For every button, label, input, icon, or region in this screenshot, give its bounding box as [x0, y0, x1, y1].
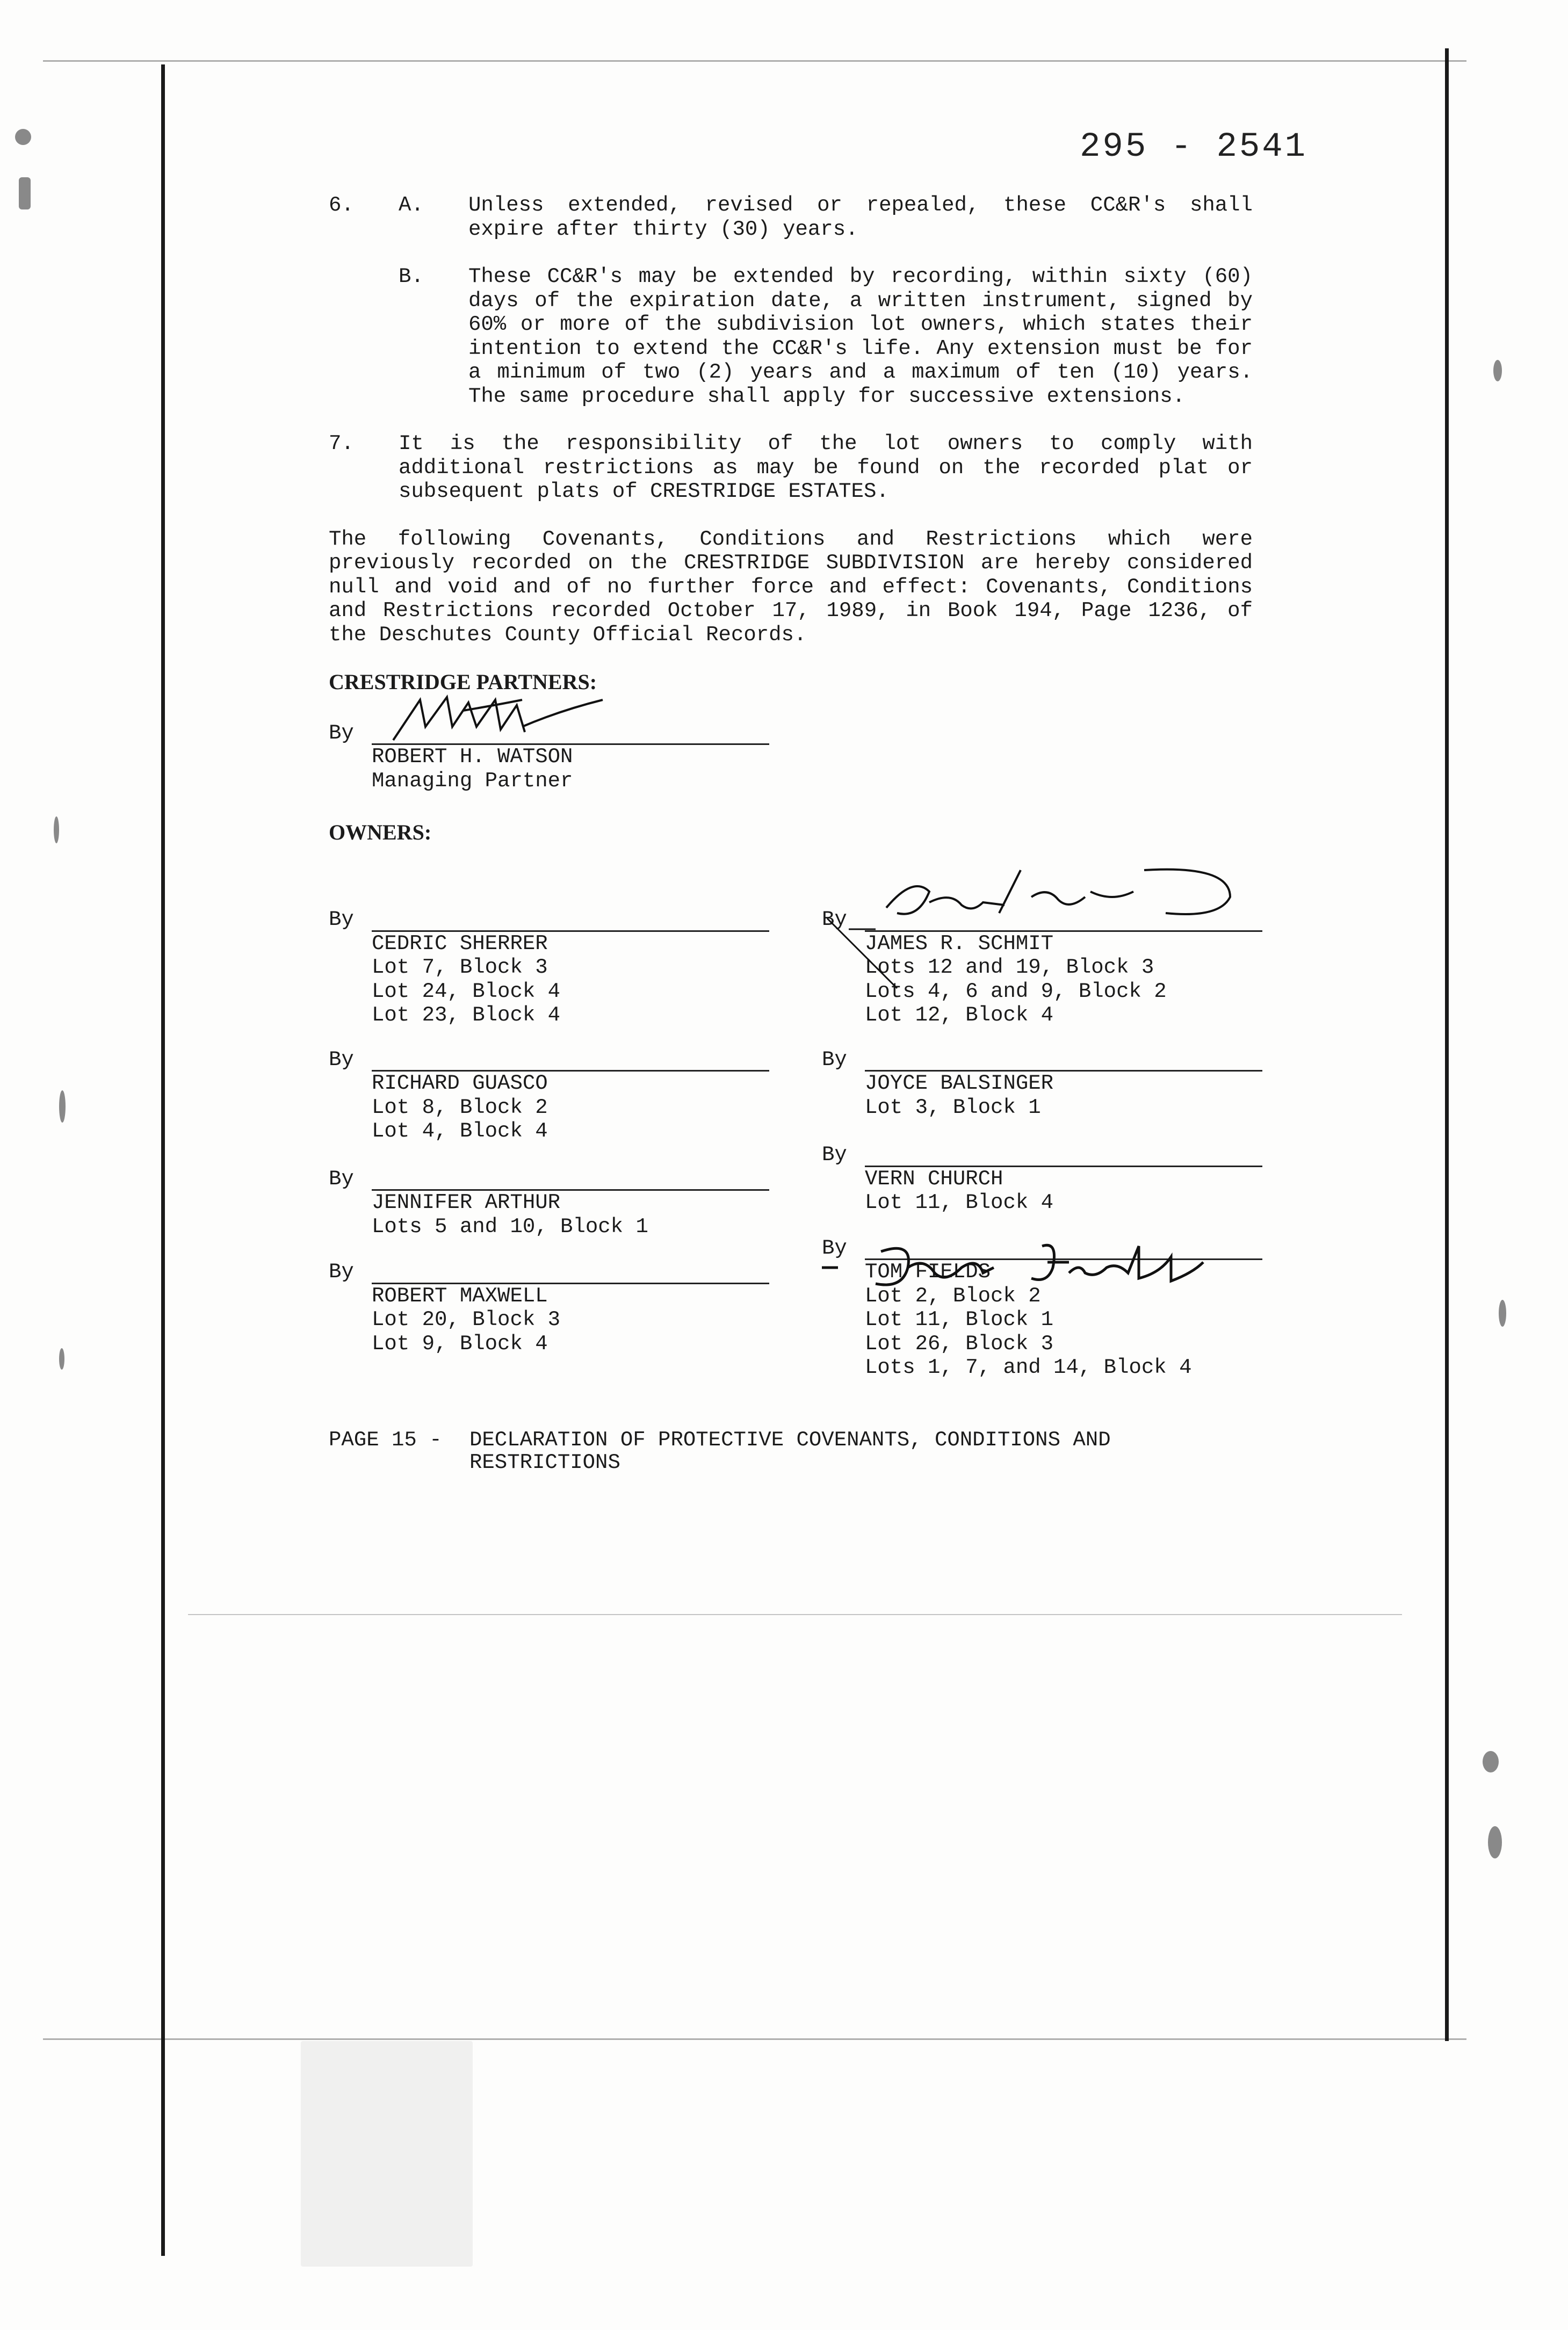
owner-signature-block [329, 1260, 769, 1356]
by-label: By [822, 1047, 847, 1072]
owner-lot: Lot 2, Block 2 [865, 1284, 1041, 1308]
signature-line [865, 1144, 1262, 1167]
section-text: Unless extended, revised or repealed, these CC&R's shall expire after thirty (30) years. [468, 193, 1253, 241]
scan-speck [1499, 1300, 1506, 1327]
recording-page-number: 295 - 2541 [1080, 128, 1308, 167]
closing-paragraph: The following Covenants, Conditions and Restrictions which were previously recorded on the CRESTRIDGE SUBDIVISION are hereby considered null and void and of no further force and effect: Covenants, Conditions and Restrictions recorded October 17, 1989, in Book 194, Page 1236, of the Deschutes County Official Records. [329, 527, 1253, 647]
owner-name: JAMES R. SCHMIT [865, 931, 1054, 956]
handwritten-signature-schmit [790, 859, 1252, 1037]
handwritten-signature [388, 689, 613, 748]
section-text: These CC&R's may be extended by recording, within sixty (60) days of the expiration date, a written instrument, signed by 60% or more of the subdivision lot owners, which states their intention to extend the CC&R's life. Any extension must be for a minimum of two (2) years and a maximum of ten (10) years. The same procedure shall apply for successive extensions. [468, 265, 1253, 408]
owner-lot: Lots 5 and 10, Block 1 [372, 1214, 648, 1239]
owner-lot: Lots 12 and 19, Block 3 [865, 956, 1154, 979]
footer-title-line1: DECLARATION OF PROTECTIVE COVENANTS, CONDITIONS AND [469, 1428, 1111, 1452]
signature-line [372, 1048, 769, 1072]
owner-name: TOM FIELDS [865, 1260, 991, 1284]
subsection-label: B. [399, 265, 424, 288]
owner-lot: Lots 4, 6 and 9, Block 2 [865, 979, 1167, 1003]
signer-title: Managing Partner [372, 769, 573, 793]
by-label: By [329, 908, 354, 931]
scan-speck [1488, 1826, 1502, 1858]
footer-page-label: PAGE 15 - [329, 1428, 442, 1452]
inner-page-bottom-edge [188, 1614, 1402, 1615]
owner-name: ROBERT MAXWELL [372, 1284, 548, 1308]
owner-name: RICHARD GUASCO [372, 1072, 548, 1095]
owners-left-column [329, 908, 769, 1356]
page-footer [329, 1429, 1253, 1474]
owner-lot: Lot 11, Block 1 [865, 1308, 1054, 1332]
section-6b [329, 265, 1253, 408]
owner-signature-block [329, 1048, 769, 1144]
subsection-label: A. [399, 193, 424, 217]
by-label: By [329, 721, 354, 745]
by-label: By [329, 1260, 354, 1284]
signature-line [865, 1048, 1262, 1072]
owner-lot: Lot 23, Block 4 [372, 1003, 561, 1027]
by-label: By [822, 1236, 847, 1260]
signature-line [372, 909, 769, 932]
owner-lot: Lot 11, Block 4 [865, 1191, 1054, 1214]
scan-speck [59, 1090, 66, 1123]
owner-lot: Lot 20, Block 3 [372, 1308, 561, 1332]
owner-signature-block [329, 908, 769, 1027]
owner-signature-block [822, 1143, 1262, 1215]
owner-name: VERN CHURCH [865, 1167, 1003, 1191]
bottom-scan-edge [43, 2038, 1466, 2040]
owner-signature-block [822, 1048, 1262, 1120]
scan-speck [15, 129, 31, 145]
handwritten-signature-fields [816, 1235, 1257, 1294]
partners-heading: CRESTRIDGE PARTNERS: [329, 670, 597, 694]
owner-name: JOYCE BALSINGER [865, 1072, 1054, 1095]
owner-lot: Lot 12, Block 4 [865, 1003, 1054, 1027]
document-body [329, 193, 1253, 845]
owner-lot: Lot 7, Block 3 [372, 956, 548, 979]
owners-heading: OWNERS: [329, 820, 432, 844]
section-6a [329, 193, 1253, 241]
owner-signature-block [329, 1167, 769, 1239]
scan-speck [1493, 360, 1502, 381]
by-label: By [822, 908, 847, 931]
right-scan-edge [1445, 48, 1449, 2041]
by-label: By [329, 1047, 354, 1072]
owner-lot: Lot 3, Block 1 [865, 1095, 1041, 1119]
section-7 [329, 432, 1253, 504]
section-number: 7. [329, 432, 354, 455]
owner-name: JENNIFER ARTHUR [372, 1191, 561, 1214]
owner-name: CEDRIC SHERRER [372, 931, 548, 956]
section-number: 6. [329, 193, 354, 217]
left-scan-edge [161, 64, 165, 2256]
scan-speck [54, 816, 59, 843]
signer-name: ROBERT H. WATSON [372, 745, 573, 769]
section-text: It is the responsibility of the lot owners to comply with additional restrictions as may be found on the recorded plat or subsequent plats of CRESTRIDGE ESTATES. [399, 432, 1253, 503]
partner-signature-block [329, 721, 769, 793]
signature-line [372, 1261, 769, 1284]
owner-lot: Lot 26, Block 3 [865, 1332, 1054, 1356]
by-label: By [329, 1167, 354, 1191]
signature-line [372, 1168, 769, 1191]
top-scan-edge [43, 60, 1466, 62]
owner-lot: Lots 1, 7, and 14, Block 4 [865, 1356, 1192, 1379]
scan-speck [1483, 1751, 1499, 1772]
owner-lot: Lot 4, Block 4 [372, 1119, 548, 1143]
by-label: By [822, 1143, 847, 1167]
scan-speck [301, 2041, 473, 2267]
footer-title-line2: RESTRICTIONS [469, 1451, 620, 1474]
owner-lot: Lot 8, Block 2 [372, 1095, 548, 1119]
scan-speck [59, 1348, 64, 1370]
scan-speck [19, 177, 31, 209]
owner-lot: Lot 24, Block 4 [372, 979, 561, 1003]
owner-lot: Lot 9, Block 4 [372, 1332, 548, 1356]
